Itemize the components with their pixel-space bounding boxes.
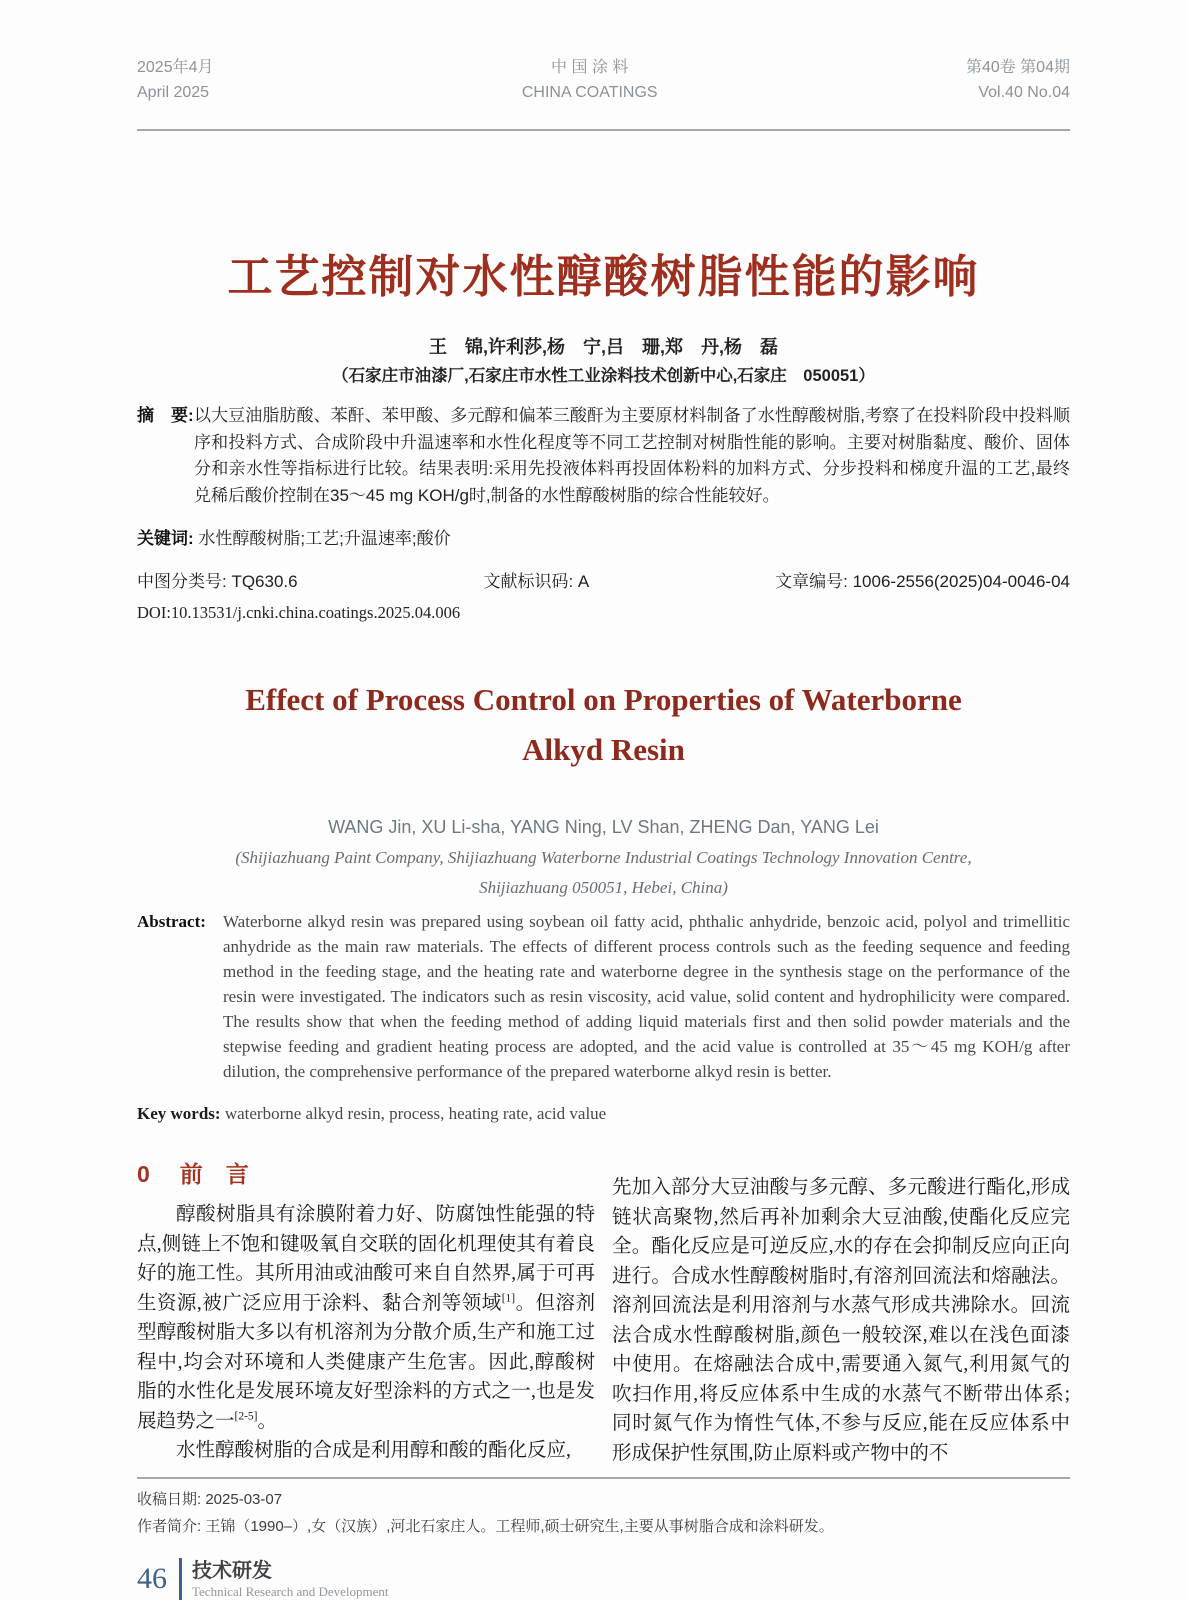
- section-0-heading: [137, 1156, 595, 1192]
- abstract-cn-label: 摘 要:: [137, 406, 194, 425]
- footer-column-en: Technical Research and Development: [192, 1583, 389, 1599]
- received-date: 收稿日期: 2025-03-07: [137, 1491, 283, 1508]
- article-title-en: [137, 675, 1070, 775]
- affiliation-cn: （石家庄市油漆厂,石家庄市水性工业涂料技术创新中心,石家庄 050051）: [332, 367, 875, 385]
- volume-cn: 第40卷 第04期: [965, 59, 1070, 76]
- footer-column-title: [192, 1559, 389, 1600]
- article-meta-row: [137, 569, 1070, 595]
- reference-2-5: [2-5]: [234, 1410, 258, 1422]
- affiliation-en-line2: Shijiazhuang 050051, Hebei, China): [479, 878, 728, 897]
- journal-name-cn: 中 国 涂 料: [551, 59, 629, 76]
- abstract-en-text: Waterborne alkyd resin was prepared using soybean oil fatty acid, phthalic anhydride, benzoic acid, polyol and trimellitic anhydride as the main raw materials. The effects of different process controls such as the feeding sequence and feeding method in the feeding stage, and the heating rate and waterborne degree in the synthesis stage on the performance of the resin were investigated. The indicators such as resin viscosity, acid value, solid content and hydrophilicity were compared. The results show that when the feeding method of adding liquid materials first and then solid powder materials and the stepwise feeding and gradient heating process are adopted, and the acid value is controlled at 35～45 mg KOH/g after dilution, the comprehensive performance of the prepared waterborne alkyd resin is better.: [223, 912, 1070, 1081]
- document-code: 文献标识码: A: [483, 572, 590, 591]
- abstract-en-label: Abstract:: [137, 912, 206, 931]
- abstract-cn-text: 以大豆油脂肪酸、苯酐、苯甲酸、多元醇和偏苯三酸酐为主要原材料制备了水性醇酸树脂,考察了在投料阶段中投料顺序和投料方式、合成阶段中升温速率和水性化程度等不同工艺控制对树脂性能的影响。主要对树脂黏度、酸价、固体分和亲水性等指标进行比较。结果表明:采用先投液体料再投固体粉料的加料方式、分步投料和梯度升温的工艺,最终兑稀后酸价控制在35～45 mg KOH/g时,制备的水性醇酸树脂的综合性能较好。: [194, 406, 1070, 505]
- footer-divider-bar: [179, 1558, 182, 1600]
- clc-number: 中图分类号: TQ630.6: [137, 572, 298, 591]
- section-title: 前 言: [179, 1161, 249, 1187]
- footer-column-cn: 技术研发: [192, 1559, 272, 1582]
- volume-en: Vol.40 No.04: [978, 84, 1070, 101]
- journal-name-en: CHINA COATINGS: [521, 84, 658, 101]
- intro-paragraph-2-continued: 先加入部分大豆油酸与多元醇、多元酸进行酯化,形成链状高聚物,然后再补加剩余大豆油酸,使酯化反应完全。酯化反应是可逆反应,水的存在会抑制反应向正向进行。合成水性醇酸树脂时,有溶剂回流法和熔融法。溶剂回流法是利用溶剂与水蒸气形成共沸除水。回流法合成水性醇酸树脂,颜色一般较深,难以在浅色面漆中使用。在熔融法合成中,需要通入氮气,利用氮气的吹扫作用,将反应体系中生成的水蒸气不断带出体系;同时氮气作为惰性气体,不参与反应,能在反应体系中形成保护性氛围,防止原料或产物中的不: [612, 1177, 1070, 1464]
- journal-header: [137, 55, 1070, 105]
- header-journal-name: [522, 55, 658, 105]
- intro-p1-text-a: 醇酸树脂具有涂膜附着力好、防腐蚀性能强的特点,侧链上不饱和键吸氧自交联的固化机理使其有着良好的施工性。其所用油或油酸可来自自然界,属于可再生资源,被广泛应用于涂料、黏合剂等领域: [137, 1204, 595, 1314]
- intro-p1-text-c: 。: [257, 1410, 278, 1432]
- abstract-en: [137, 909, 1070, 1084]
- keywords-en: [137, 1101, 1070, 1126]
- keywords-cn: [137, 526, 1070, 552]
- header-date-cn: 2025年4月: [137, 59, 214, 76]
- section-number: 0: [137, 1161, 150, 1187]
- header-date-en: April 2025: [137, 84, 210, 101]
- article-id: 文章编号: 1006-2556(2025)04-0046-04: [775, 572, 1070, 591]
- title-en-line1: Effect of Process Control on Properties of Waterborne: [245, 682, 962, 717]
- header-divider: [137, 129, 1070, 131]
- header-date: [137, 55, 214, 105]
- authors-en: WANG Jin, XU Li-sha, YANG Ning, LV Shan, ZHENG Dan, YANG Lei: [328, 817, 879, 837]
- authors-cn: 王 锦,许利莎,杨 宁,吕 珊,郑 丹,杨 磊: [428, 337, 778, 357]
- intro-p1-text-b: 。但溶剂型醇酸树脂大多以有机溶剂为分散介质,生产和施工过程中,均会对环境和人类健康产生危害。因此,醇酸树脂的水性化是发展环境友好型涂料的方式之一,也是发展趋势之一: [137, 1292, 595, 1432]
- intro-paragraph-2: 水性醇酸树脂的合成是利用醇和酸的酯化反应,: [176, 1440, 571, 1461]
- author-bio: 作者简介: 王锦（1990–）,女（汉族）,河北石家庄人。工程师,硕士研究生,主要从事树脂合成和涂料研发。: [137, 1518, 834, 1535]
- title-en-line2: Alkyd Resin: [522, 732, 685, 767]
- reference-1: [1]: [501, 1292, 516, 1304]
- doi: DOI:10.13531/j.cnki.china.coatings.2025.04.006: [137, 603, 461, 622]
- column-left: [137, 1156, 595, 1468]
- keywords-en-label: Key words:: [137, 1104, 221, 1123]
- intro-paragraph-1: [137, 1200, 595, 1436]
- keywords-en-text: waterborne alkyd resin, process, heating rate, acid value: [224, 1104, 607, 1123]
- keywords-cn-label: 关键词:: [137, 529, 194, 548]
- header-volume: [966, 55, 1070, 105]
- page-number: 46: [137, 1562, 167, 1595]
- article-title-cn: 工艺控制对水性醇酸树脂性能的影响: [227, 251, 980, 302]
- abstract-cn: [137, 403, 1070, 509]
- footnote-block: [137, 1486, 1070, 1540]
- keywords-cn-text: 水性醇酸树脂;工艺;升温速率;酸价: [198, 529, 451, 548]
- affiliation-en: [137, 843, 1070, 903]
- affiliation-en-line1: (Shijiazhuang Paint Company, Shijiazhuang Waterborne Industrial Coatings Technology Innovation Centre,: [235, 848, 972, 867]
- introduction-columns: [137, 1156, 1070, 1468]
- page-footer: [137, 1558, 1070, 1600]
- column-right: [612, 1156, 1070, 1468]
- footnote-divider: [137, 1477, 1070, 1479]
